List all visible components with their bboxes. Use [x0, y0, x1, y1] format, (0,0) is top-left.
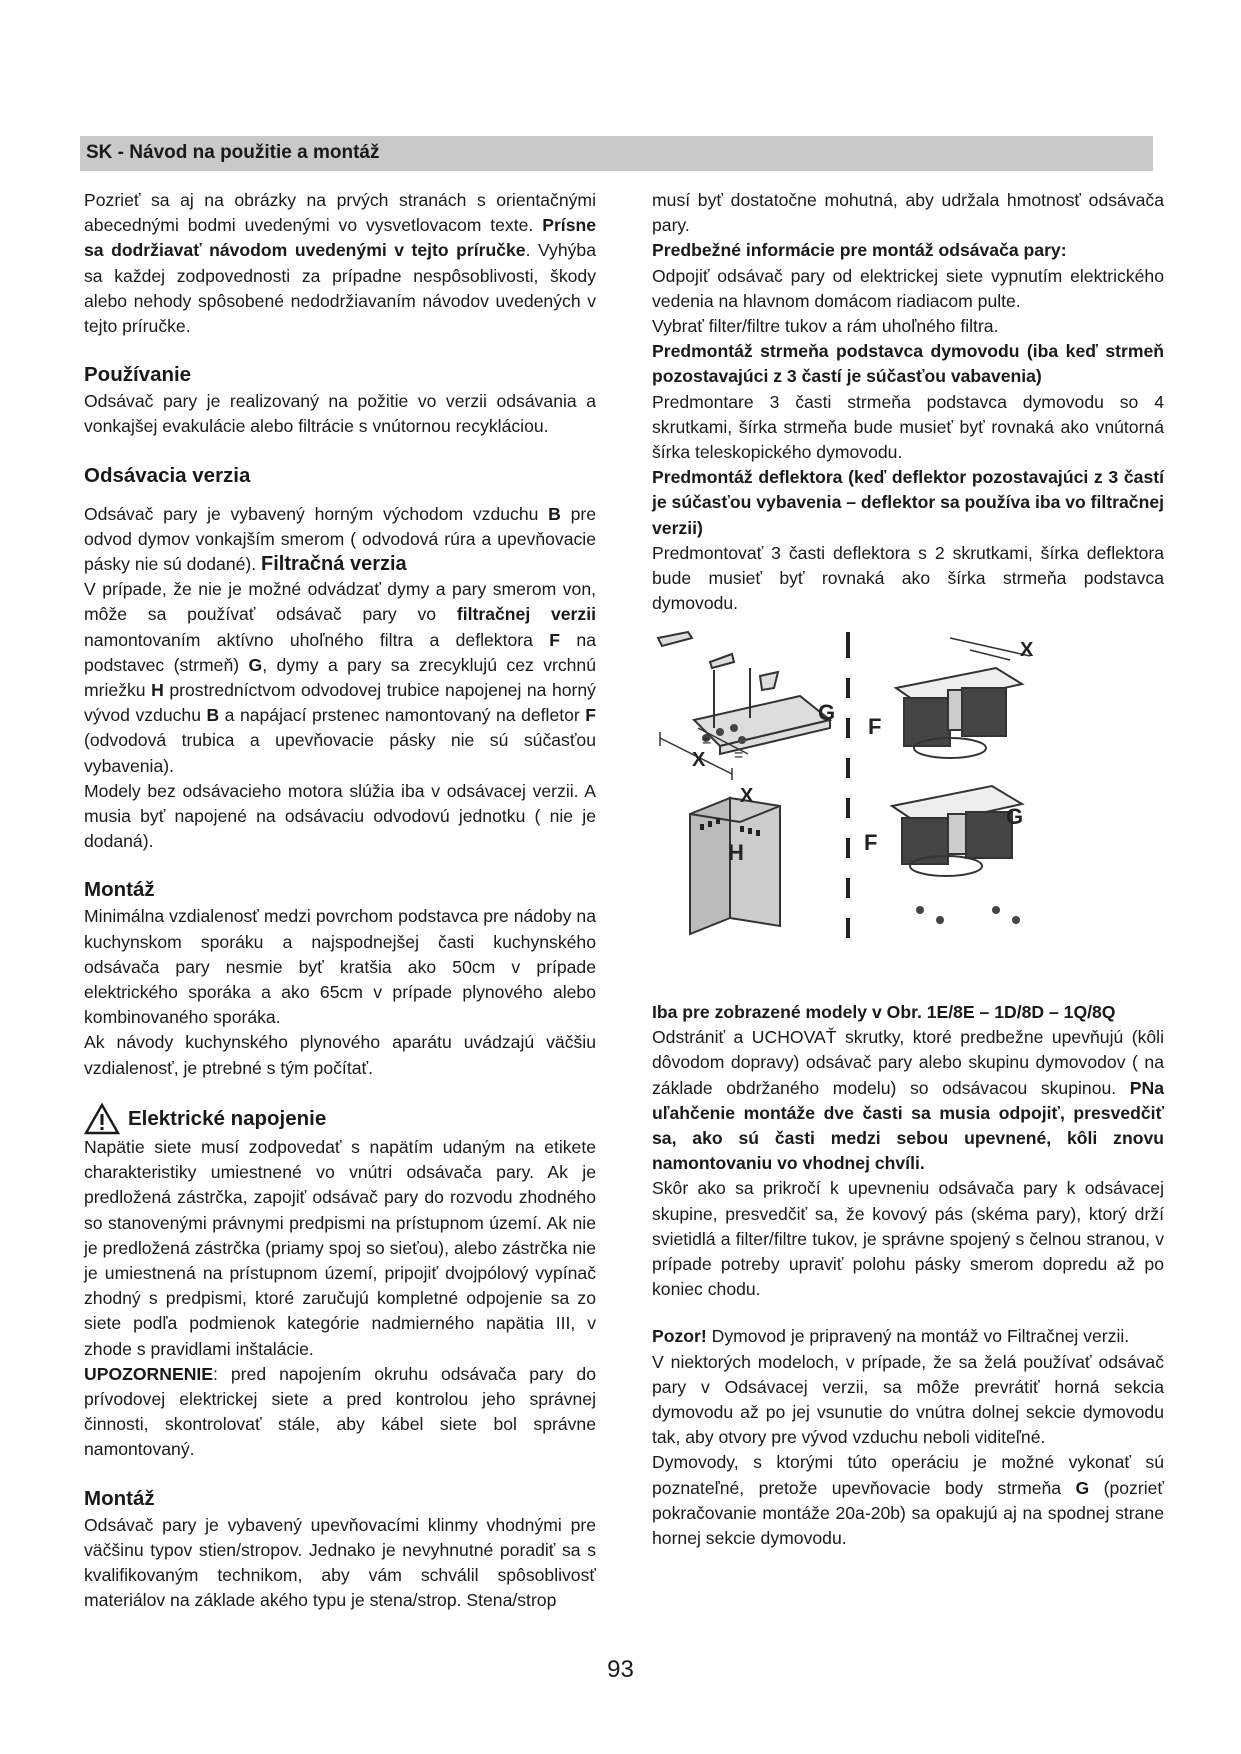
deflector-drawing-bottom — [892, 786, 1022, 876]
figure-label-f1: F — [868, 714, 882, 739]
figure-label-eq2: = — [734, 747, 744, 764]
pozor-paragraph-2: V niektorých modeloch, v prípade, že sa želá používať odsávač pary v Odsávacej verzii, sa môže prevrátiť horná sekcia dymovodu až po jej vsunutie do vnútra dolnej sekcie dymovodu tak, aby otvory pre vývod vzduchu neboli viditeľné. — [652, 1351, 1164, 1448]
heading-install: Montáž — [84, 878, 155, 902]
figure-label-eq1: = — [702, 733, 712, 750]
figure-label-h: H — [728, 840, 744, 865]
bracket-paragraph: Predmontare 3 časti strmeňa podstavca dymovodu so 4 skrutkami, šírka strmeňa bude musieť byť rovnaká ako vnútorná šírka teleskopického dymovodu. — [652, 391, 1164, 463]
figure-label-x3: X — [740, 785, 754, 807]
warning-icon — [84, 1103, 120, 1135]
bracket-heading: Predmontáž strmeňa podstavca dymovodu (iba keď strmeň pozostavajúci z 3 častí je súčasťou vabavenia) — [652, 341, 1164, 387]
section-header — [80, 136, 1153, 171]
heading-filter: Filtračná verzia — [261, 553, 407, 576]
pozor-paragraph: Pozor! Dymovod je pripravený na montáž vo Filtračnej verzii. — [652, 1326, 1130, 1347]
heading-electric: Elektrické napojenie — [128, 1106, 327, 1130]
left-column — [84, 188, 596, 1613]
heading-suction: Odsávacia verzia — [84, 463, 251, 487]
heading-use: Používanie — [84, 363, 192, 387]
figure-label-g1: G — [818, 700, 836, 725]
continuation-paragraph: musí byť dostatočne mohutná, aby udržala hmotnosť odsávača pary. — [652, 190, 1164, 236]
figure-label-x2: X — [1020, 639, 1034, 661]
right-column — [652, 188, 1164, 616]
electric-paragraph-1: Napätie siete musí zodpovedať s napätím udaným na etikete charakteristiky umiestnené vo vnútri odsávača pary. Ak je predložená zástrčka, zapojiť odsávač pary do rozvodu zhodného so stanovenými právnymi predpismi na prístupnom území. Ak nie je predložená zástrčka (priamy spoj so sieťou), alebo zástrčka nie je umiestnená na prístupnom území, pripojiť dvojpólový vypínač zhodný s predpismi, ktoré zaručujú kompletné odpojenie sa zo siete podľa podmienok kategórie nadmierného napätia III, v zhode s pravidlami inštalácie. — [84, 1136, 596, 1359]
install2-paragraph: Odsávač pary je vybavený upevňovacími klinmy vhodnými pre väčšinu typov stien/stropov. Jednako je nevyhnutné poradiť sa s kvalifikovaným technikom, aby vám schválil spôsoblivosť materiálov na základe akého typu je stena/strop. Stena/strop — [84, 1514, 596, 1611]
bottom-screws — [916, 906, 1020, 924]
section-title: SK - Návod na použitie a montáž — [86, 142, 380, 163]
install-paragraph-2: Ak návody kuchynského plynového aparátu uvádzajú väčšiu vzdialenosť, je ptrebné s tým počítať. — [84, 1032, 596, 1078]
models-paragraph-1: Odstrániť a UCHOVAŤ skrutky, ktoré predbežne upevňujú (kôli dôvodom dopravy) odsávač pary alebo skupinu dymovodov ( na základe obdržaného modelu) so odsávacou skupinou. PNa uľahčenie montáže dve časti sa musia odpojiť, presvedčiť sa, ako sú časti medzi sebou upevnené, kôli znovu namontovaniu vo vhodnej chvíli. — [652, 1027, 1164, 1174]
models-heading: Iba pre zobrazené modely v Obr. 1E/8E – 1D/8D – 1Q/8Q — [652, 1002, 1116, 1022]
use-paragraph: Odsávač pary je realizovaný na požitie vo verzii odsávania a vonkajšej evakulácie alebo filtrácie s vnútornou recykláciou. — [84, 391, 596, 437]
electric-paragraph-2: UPOZORNENIE: pred napojením okruhu odsávača pary do prívodovej elektrickej siete a pred kontrolou jeho správnej činnosti, skontrolovať stále, aby kábel siete bol správne namontovaný. — [84, 1363, 596, 1460]
right-column-lower — [652, 1000, 1164, 1551]
bracket-drawing — [658, 632, 830, 754]
pozor-paragraph-3: Dymovody, s ktorými túto operáciu je možné vykonať sú poznateľné, pretože upevňovacie body strmeňa G (pozrieť pokračovanie montáže 20a-20b) sa opakujú aj na spodnej strane hornej sekcie dymovodu. — [652, 1452, 1164, 1549]
pre-paragraph-1: Odpojiť odsávač pary od elektrickej siete vypnutím elektrického vedenia na hlavnom domácom riadiacom pulte. — [652, 265, 1164, 311]
dimension-lines-right — [950, 638, 1030, 660]
deflector-drawing-top — [896, 668, 1022, 758]
deflector-heading: Predmontáž deflektora (keď deflektor pozostavajúci z 3 častí je súčasťou vybavenia – deflektor sa používa iba vo filtračnej verzii) — [652, 467, 1164, 538]
pre-paragraph-2: Vybrať filter/filtre tukov a rám uhoľného filtra. — [652, 316, 999, 337]
electric-heading-row — [84, 1103, 596, 1135]
models-paragraph-2: Skôr ako sa prikročí k upevneniu odsávača pary k odsávacej skupine, presvedčiť sa, že kovový pás (skéma pary), ktorý drží svietidlá a filter/filtre tukov, je správne spojený s čelnou stranou, v prípade potreby upraviť polohu pásky smerom dopredu až po koniec chodu. — [652, 1178, 1164, 1300]
heading-install-2: Montáž — [84, 1486, 155, 1510]
filter-paragraph-2: Modely bez odsávacieho motora slúžia iba v odsávacej verzii. A musia byť napojené na odsávaciu odvodovú jednotku ( nie je dodaná). — [84, 780, 596, 852]
chimney-drawing — [690, 798, 780, 934]
assembly-figure — [650, 628, 1170, 998]
figure-label-x1: X — [692, 749, 706, 771]
deflector-paragraph: Predmontovať 3 časti deflektora s 2 skrutkami, šírka deflektora bude musieť byť rovnaká ako šírka strmeňa podstavca dymovodu. — [652, 542, 1164, 614]
filter-paragraph: V prípade, že nie je možné odvádzať dymy a pary smerom von, môže sa používať odsávač pary vo filtračnej verzii namontovaním aktívno uhoľného filtra a deflektora F na podstavec (strmeň) G, dymy a pary sa zrecyklujú cez vrchnú mriežku H prostredníctvom odvodovej trubice napojenej na horný vývod vzduchu B a napájací prstenec namontovaný na defletor F (odvodová trubica a upevňovacie pásky nie sú súčasťou vybavenia). — [84, 579, 596, 776]
page-number: 93 — [607, 1656, 634, 1683]
install-paragraph-1: Minimálna vzdialenosť medzi povrchom podstavca pre nádoby na kuchynskom sporáku a najspodnejšej časti kuchynského odsávača pary nesmie byť kratšia ako 50cm v prípade elektrického sporáka a ako 65cm v prípade plynového alebo kombinovaného sporáka. — [84, 906, 596, 1028]
pre-heading: Predbežné informácie pre montáž odsávača pary: — [652, 240, 1067, 261]
intro-paragraph: Pozrieť sa aj na obrázky na prvých stranách s orientačnými abecednými bodmi uvedenými vo vysvetlovacom texte. Prísne sa dodržiavať návodom uvedenými v tejto príručke. Vyhýba sa každej zodpovednosti za prípadne nespôsoblivosti, škody alebo nehody spôsobené nedodržiavaním návodov uvedených v tejto príručke. — [84, 190, 597, 337]
figure-label-f2: F — [864, 830, 878, 855]
suction-paragraph: Odsávač pary je vybavený horným východom vzduchu B pre odvod dymov vonkajším smerom ( odvodová rúra a upevňovacie pásky nie sú dodané). Filtračná verzia — [84, 503, 596, 576]
figure-label-g2: G — [1006, 804, 1024, 829]
